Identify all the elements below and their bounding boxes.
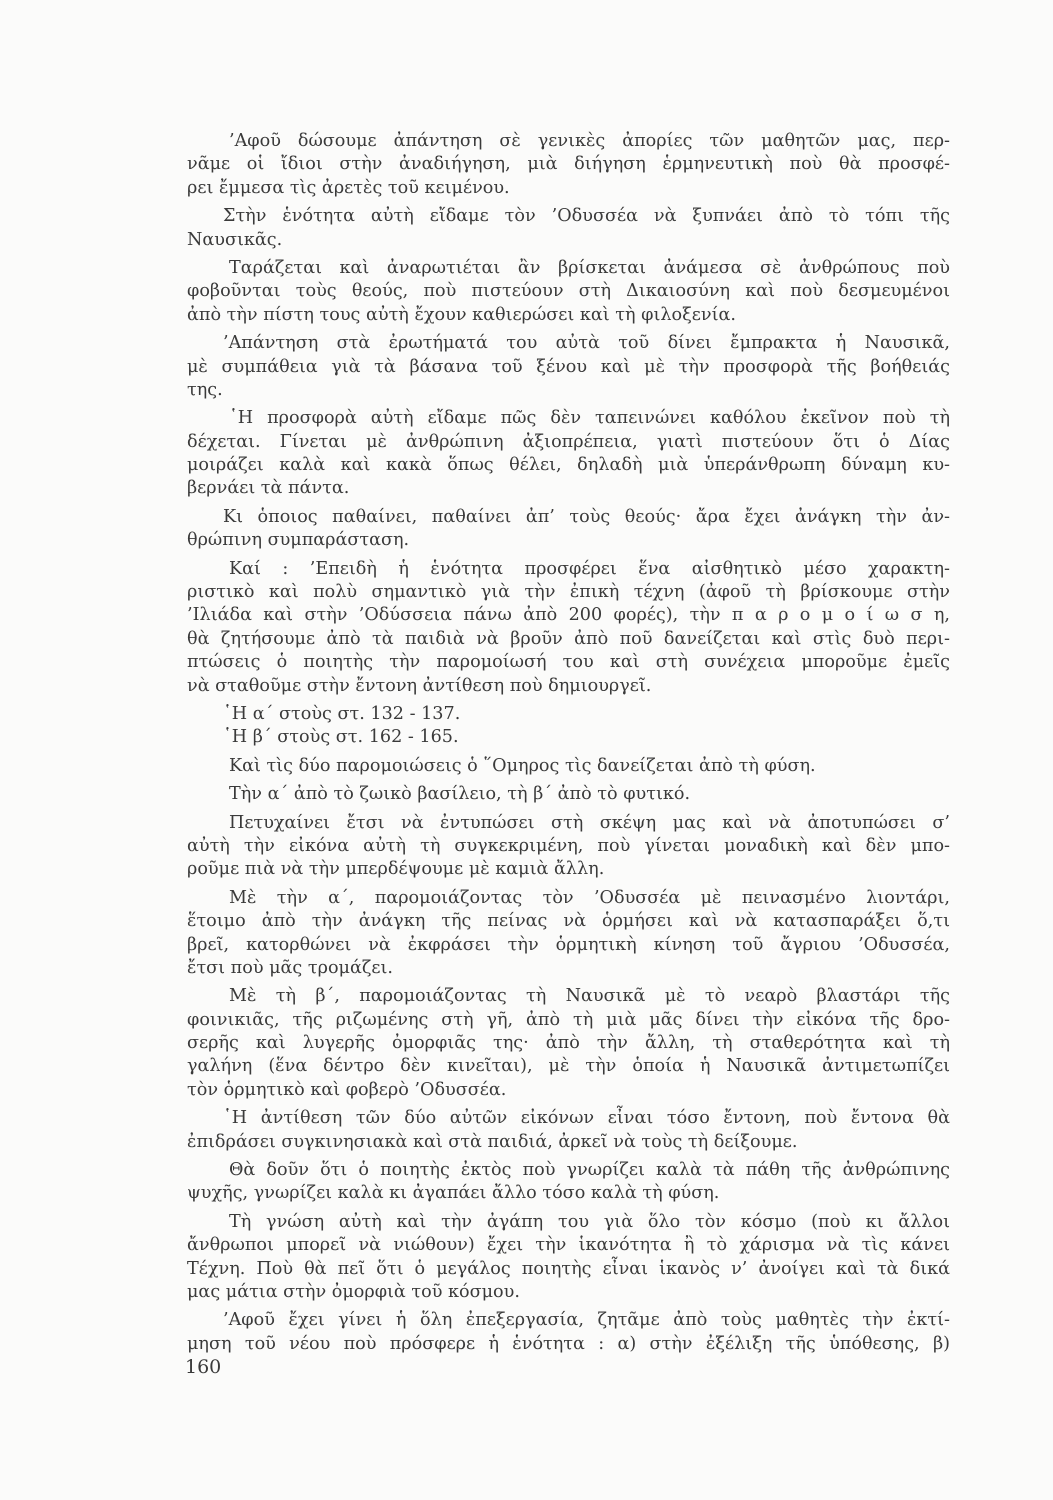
paragraph-12	[187, 812, 950, 882]
text-line: ἐπιδράσει συγκινησιακὰ καὶ στὰ παιδιά, ἀρκεῖ νὰ τοὺς τὴ δείξουμε.	[187, 1131, 798, 1152]
text-line: της.	[187, 379, 223, 400]
text-line: ’Ιλιάδα καὶ στὴν ’Οδύσσεια πάνω ἀπὸ 200 φορές), τὴν π α ρ ο μ ο ί ω σ η,	[187, 605, 950, 626]
text-line: Ταράζεται καὶ ἀναρωτιέται ἂν βρίσκεται ἀνάμεσα σὲ ἀνθρώπους ποὺ	[229, 257, 950, 278]
text-line: μηση τοῦ νέου ποὺ πρόσφερε ἡ ἑνότητα : α) στὴν ἐξέλιξη τῆς ὑπόθεσης, β)	[187, 1333, 950, 1354]
text-line: ῾Η α΄ στοὺς στ. 132 - 137.	[223, 703, 461, 724]
text-line: Θὰ δοῦν ὅτι ὁ ποιητὴς ἐκτὸς ποὺ γνωρίζει καλὰ τὰ πάθη τῆς ἀνθρώπινης	[229, 1160, 950, 1181]
text-line: Καί : ’Επειδὴ ἡ ἑνότητα προσφέρει ἕνα αἰσθητικὸ μέσο χαρακτη-	[229, 558, 950, 579]
paragraph-6	[187, 506, 950, 553]
text-line: μας μάτια στὴν ὀμορφιὰ τοῦ κόσμου.	[187, 1281, 520, 1302]
text-line: βερνάει τὰ πάντα.	[187, 478, 350, 499]
paragraph-3	[187, 257, 950, 327]
text-line: Πετυχαίνει ἔτσι νὰ ἐντυπώσει στὴ σκέψη μας καὶ νὰ ἀποτυπώσει σ’	[229, 812, 950, 833]
text-line: Μὲ τὴ β΄, παρομοιάζοντας τὴ Ναυσικᾶ μὲ τὸ νεαρὸ βλαστάρι τῆς	[229, 986, 950, 1007]
paragraph-11	[187, 783, 950, 806]
text-line: Τὴ γνώση αὐτὴ καὶ τὴν ἀγάπη του γιὰ ὅλο τὸν κόσμο (ποὺ κι ἄλλοι	[229, 1211, 950, 1232]
text-line: δέχεται. Γίνεται μὲ ἀνθρώπινη ἀξιοπρέπεια, γιατὶ πιστεύουν ὅτι ὁ Δίας	[187, 431, 950, 452]
text-line: Μὲ τὴν α΄, παρομοιάζοντας τὸν ’Οδυσσέα μὲ πεινασμένο λιοντάρι,	[229, 887, 950, 908]
paragraph-2	[187, 205, 950, 252]
text-line: ἕτοιμο ἀπὸ τὴν ἀνάγκη τῆς πείνας νὰ ὁρμήσει καὶ νὰ κατασπαράξει ὅ,τι	[187, 911, 950, 932]
text-line: μὲ συμπάθεια γιὰ τὰ βάσανα τοῦ ξένου καὶ μὲ τὴν προσφορὰ τῆς βοήθειάς	[187, 356, 950, 377]
text-line: νὰ σταθοῦμε στὴν ἔντονη ἀντίθεση ποὺ δημιουργεῖ.	[187, 675, 652, 696]
text-line: ρει ἔμμεσα τὶς ἀρετὲς τοῦ κειμένου.	[187, 177, 510, 198]
text-line: Τέχνη. Ποὺ θὰ πεῖ ὅτι ὁ μεγάλος ποιητὴς εἶναι ἱκανὸς ν’ ἀνοίγει καὶ τὰ δικά	[187, 1258, 950, 1279]
text-line: βρεῖ, κατορθώνει νὰ ἐκφράσει τὴν ὁρμητικὴ κίνηση τοῦ ἄγριου ’Οδυσσέα,	[187, 934, 950, 955]
text-line: ψυχῆς, γνωρίζει καλὰ κι ἀγαπάει ἄλλο τόσο καλὰ τὴ φύση.	[187, 1183, 720, 1204]
paragraph-9	[187, 726, 950, 749]
text-line: ’Αφοῦ ἔχει γίνει ἡ ὅλη ἐπεξεργασία, ζητᾶμε ἀπὸ τοὺς μαθητὲς τὴν ἐκτί-	[223, 1310, 950, 1331]
page-number: 160	[185, 1356, 222, 1378]
text-line: γαλήνη (ἕνα δέντρο δὲν κινεῖται), μὲ τὴν ὁποία ἡ Ναυσικᾶ ἀντιμετωπίζει	[187, 1056, 950, 1077]
text-line: ῾Η β΄ στοὺς στ. 162 - 165.	[223, 727, 459, 748]
paragraph-7	[187, 558, 950, 698]
paragraph-18	[187, 1309, 950, 1356]
text-line: Στὴν ἑνότητα αὐτὴ εἴδαμε τὸν ’Οδυσσέα νὰ ξυπνάει ἀπὸ τὸ τόπι τῆς	[223, 206, 950, 227]
paragraph-17	[187, 1211, 950, 1305]
paragraph-5	[187, 407, 950, 501]
text-line: πτώσεις ὁ ποιητὴς τὴν παρομοίωσή του καὶ στὴ συνέχεια μποροῦμε ἐμεῖς	[187, 652, 950, 673]
paragraph-1	[187, 130, 950, 200]
paragraph-13	[187, 887, 950, 981]
text-line: φοινικιᾶς, τῆς ριζωμένης στὴ γῆ, ἀπὸ τὴ μιὰ μᾶς δίνει τὴν εἰκόνα τῆς δρο-	[187, 1009, 950, 1030]
text-line: ῾Η προσφορὰ αὐτὴ εἴδαμε πῶς δὲν ταπεινώνει καθόλου ἐκεῖνον ποὺ τὴ	[229, 408, 950, 429]
text-line: Καὶ τὶς δύο παρομοιώσεις ὁ ῞Ομηρος τὶς δανείζεται ἀπὸ τὴ φύση.	[229, 755, 816, 776]
text-line: ’Αφοῦ δώσουμε ἀπάντηση σὲ γενικὲς ἀπορίες τῶν μαθητῶν μας, περ-	[229, 131, 950, 151]
text-line: φοβοῦνται τοὺς θεούς, ποὺ πιστεύουν στὴ Δικαιοσύνη καὶ ποὺ δεσμευμένοι	[187, 281, 950, 302]
text-line: θρώπινη συμπαράσταση.	[187, 530, 410, 551]
paragraph-10	[187, 755, 950, 778]
text-line: αὐτὴ τὴν εἰκόνα αὐτὴ τὴ συγκεκριμένη, ποὺ γίνεται μοναδικὴ καὶ δὲν μπο-	[187, 835, 950, 856]
paragraph-15	[187, 1107, 950, 1154]
document-page	[187, 130, 950, 1361]
text-line: Ναυσικᾶς.	[187, 229, 283, 250]
text-line: ’Απάντηση στὰ ἐρωτήματά του αὐτὰ τοῦ δίνει ἔμπρακτα ἡ Ναυσικᾶ,	[223, 333, 950, 354]
paragraph-8	[187, 703, 950, 726]
paragraph-14	[187, 985, 950, 1102]
text-line: ἀπὸ τὴν πίστη τους αὐτὴ ἔχουν καθιερώσει καὶ τὴ φιλοξενία.	[187, 304, 736, 325]
text-line: σερῆς καὶ λυγερῆς ὀμορφιᾶς της· ἀπὸ τὴν ἄλλη, τὴ σταθερότητα καὶ τὴ	[187, 1033, 950, 1054]
text-line: τὸν ὁρμητικὸ καὶ φοβερὸ ’Οδυσσέα.	[187, 1079, 507, 1100]
text-line: ἄνθρωποι μπορεῖ νὰ νιώθουν) ἔχει τὴν ἱκανότητα ἢ τὸ χάρισμα νὰ τὶς κάνει	[187, 1235, 950, 1256]
text-line: Κι ὁποιος παθαίνει, παθαίνει ἀπ’ τοὺς θεούς· ἄρα ἔχει ἀνάγκη τὴν ἀν-	[223, 506, 950, 527]
text-line: νᾶμε οἱ ἴδιοι στὴν ἀναδιήγηση, μιὰ διήγηση ἑρμηνευτικὴ ποὺ θὰ προσφέ-	[187, 154, 950, 175]
text-line: ριστικὸ καὶ πολὺ σημαντικὸ γιὰ τὴν ἐπικὴ τέχνη (ἀφοῦ τὴ βρίσκουμε στὴν	[187, 582, 950, 603]
paragraph-16	[187, 1159, 950, 1206]
text-line: ροῦμε πιὰ νὰ τὴν μπερδέψουμε μὲ καμιὰ ἄλλη.	[187, 859, 605, 880]
text-line: μοιράζει καλὰ καὶ κακὰ ὅπως θέλει, δηλαδὴ μιὰ ὑπεράνθρωπη δύναμη κυ-	[187, 455, 950, 476]
text-line: Τὴν α΄ ἀπὸ τὸ ζωικὸ βασίλειο, τὴ β΄ ἀπὸ τὸ φυτικό.	[229, 784, 691, 805]
paragraph-4	[187, 332, 950, 402]
text-line: ῾Η ἀντίθεση τῶν δύο αὐτῶν εἰκόνων εἶναι τόσο ἔντονη, ποὺ ἔντονα θὰ	[223, 1108, 950, 1129]
text-line: ἔτσι ποὺ μᾶς τρομάζει.	[187, 957, 394, 978]
text-line: θὰ ζητήσουμε ἀπὸ τὰ παιδιὰ νὰ βροῦν ἀπὸ ποῦ δανείζεται καὶ στὶς δυὸ περι-	[187, 628, 950, 649]
